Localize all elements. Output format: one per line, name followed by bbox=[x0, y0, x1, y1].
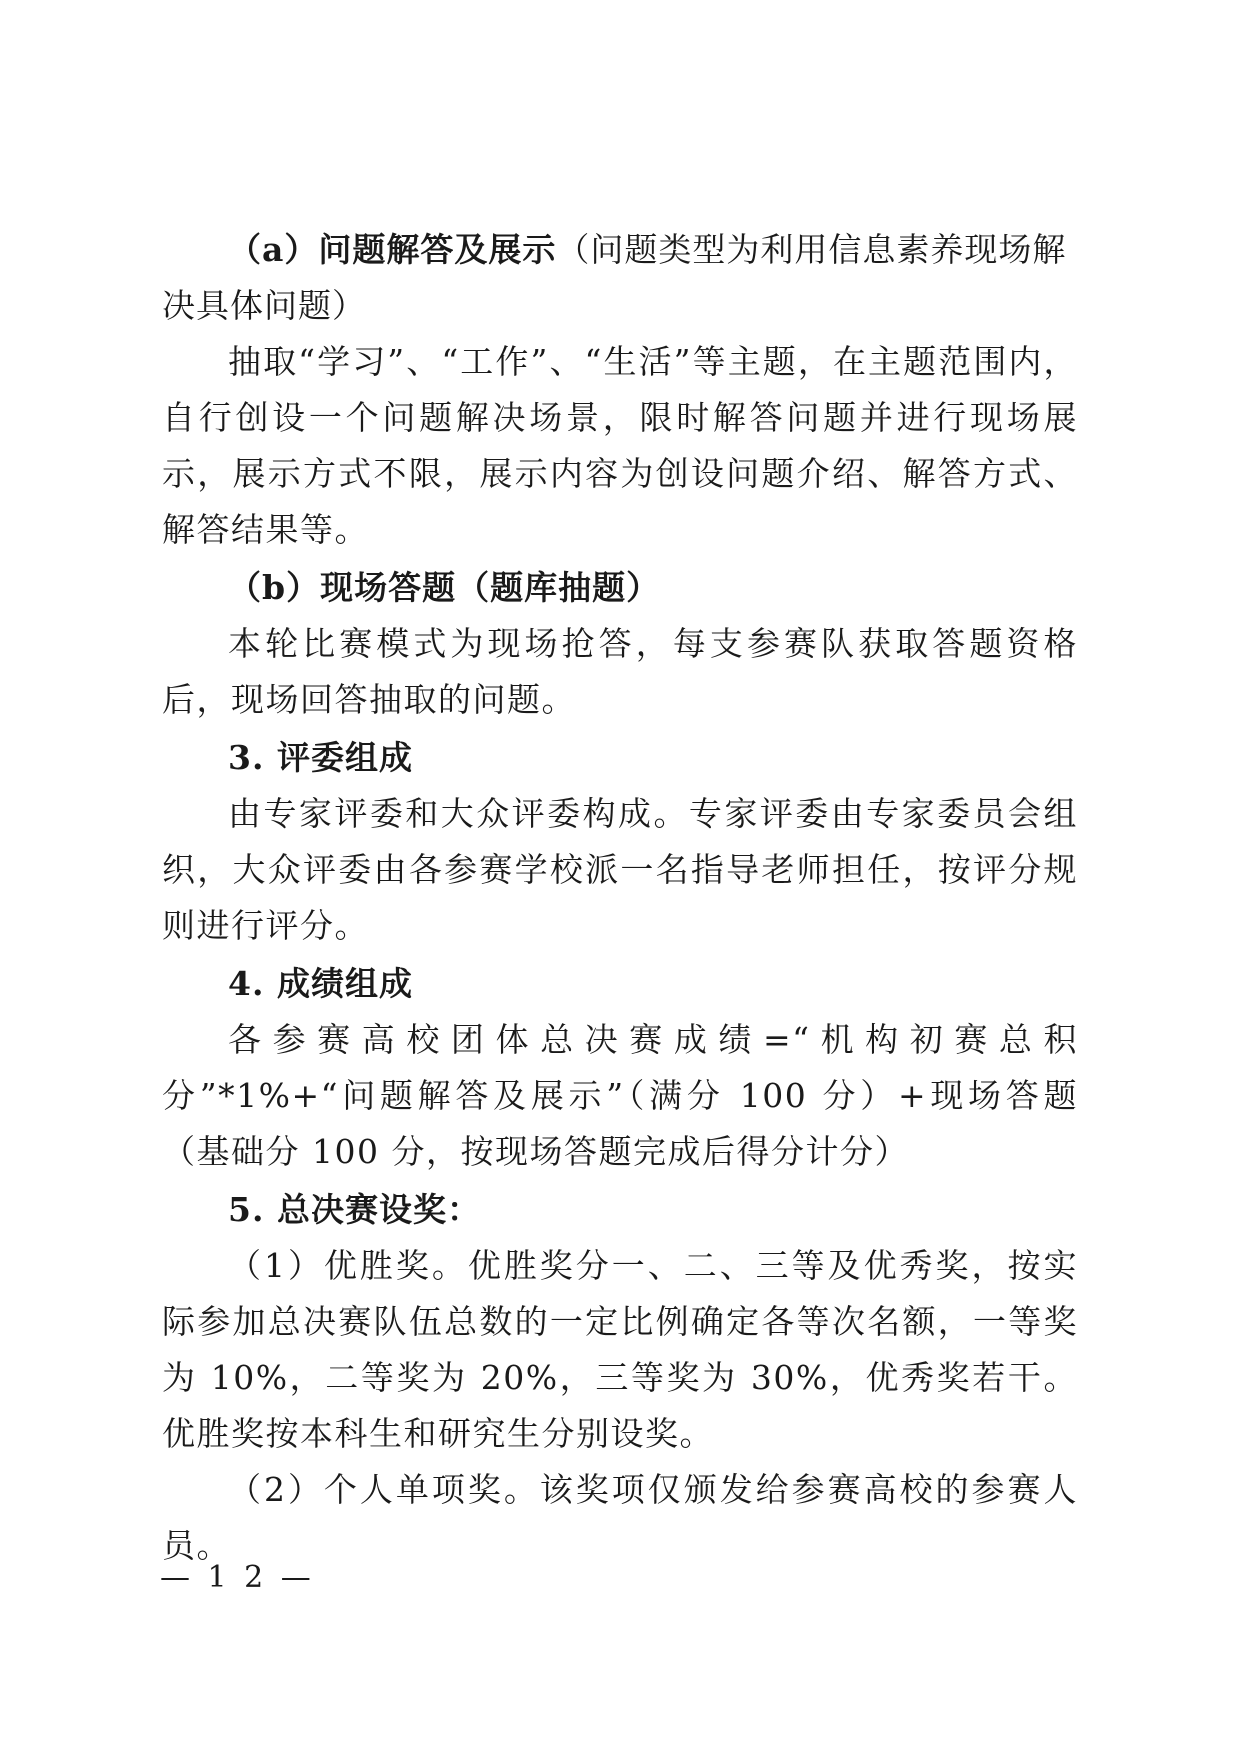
section-a-heading-text: （a）问题解答及展示 bbox=[228, 230, 557, 269]
section-b-body: 本轮比赛模式为现场抢答，每支参赛队获取答题资格后，现场回答抽取的问题。 bbox=[162, 624, 1078, 719]
section-5-heading: 5. 总决赛设奖： bbox=[228, 1190, 481, 1229]
section-a-heading bbox=[162, 222, 1078, 334]
section-3-heading: 3. 评委组成 bbox=[228, 738, 413, 777]
section-5-item-1: （1）优胜奖。优胜奖分一、二、三等及优秀奖，按实际参加总决赛队伍总数的一定比例确定各等次名额，一等奖为 10%，二等奖为 20%，三等奖为 30%，优秀奖若干。优胜奖按本科生和研究生分别设奖。 bbox=[162, 1246, 1078, 1453]
page-number: — 1 2 — bbox=[160, 1560, 315, 1595]
section-4-body: 各参赛高校团体总决赛成绩=“机构初赛总积分”*1%+“问题解答及展示”（满分 100 分）+现场答题（基础分 100 分，按现场答题完成后得分计分） bbox=[162, 1020, 1078, 1171]
document-body bbox=[162, 222, 1078, 1574]
section-5-item-2: （2）个人单项奖。该奖项仅颁发给参赛高校的参赛人员。 bbox=[162, 1470, 1078, 1565]
section-b-heading: （b）现场答题（题库抽题） bbox=[228, 568, 661, 607]
section-a-body: 抽取“学习”、“工作”、“生活”等主题，在主题范围内，自行创设一个问题解决场景，限时解答问题并进行现场展示，展示方式不限，展示内容为创设问题介绍、解答方式、解答结果等。 bbox=[162, 342, 1078, 549]
section-a-heading-note: （问题类型为利用信息素养现场解决具体问题） bbox=[162, 230, 1067, 325]
section-3-body: 由专家评委和大众评委构成。专家评委由专家委员会组织，大众评委由各参赛学校派一名指导老师担任，按评分规则进行评分。 bbox=[162, 794, 1078, 945]
section-4-heading: 4. 成绩组成 bbox=[228, 964, 413, 1003]
